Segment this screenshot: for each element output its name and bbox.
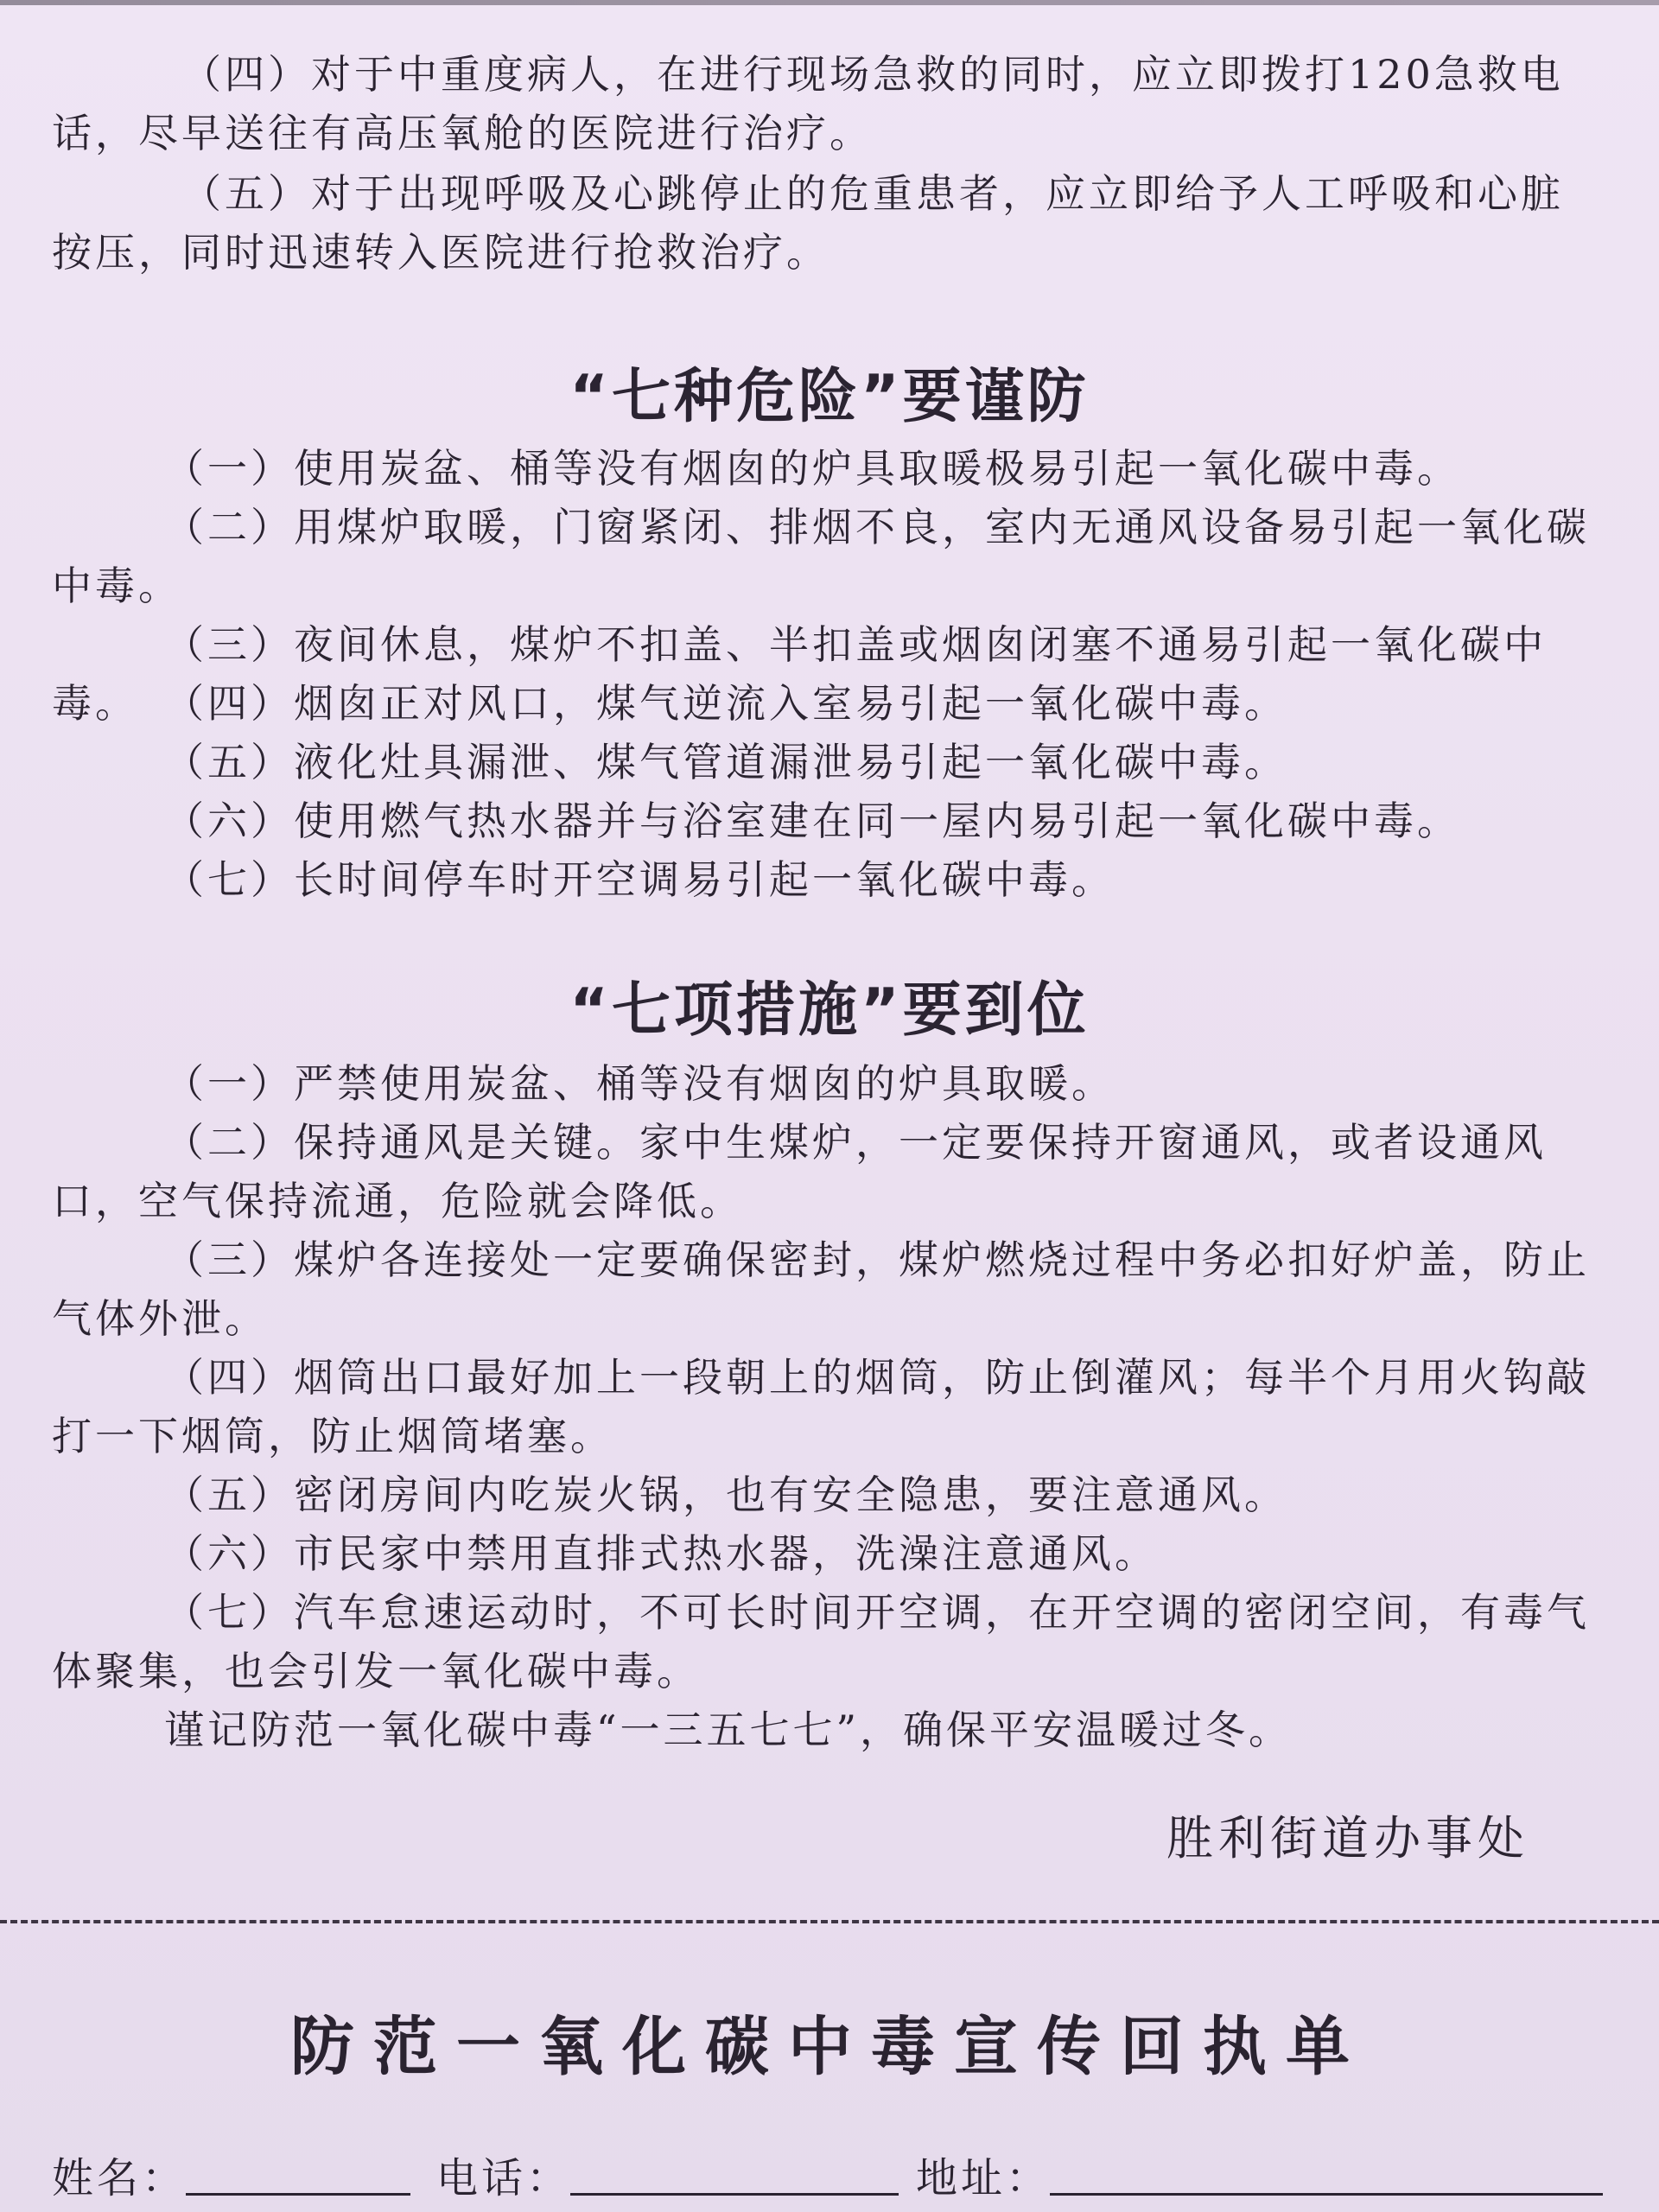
receipt-form-row xyxy=(52,2145,1624,2205)
danger-item-4: （四）烟囱正对风口，煤气逆流入室易引起一氧化碳中毒。 xyxy=(164,680,1287,727)
dangers-heading: “七种危险”要谨防 xyxy=(569,363,1090,431)
name-field[interactable] xyxy=(186,2193,410,2196)
measures-heading: “七项措施”要到位 xyxy=(569,976,1090,1045)
danger-item-5: （五）液化灶具漏泄、煤气管道漏泄易引起一氧化碳中毒。 xyxy=(164,739,1287,785)
danger-item-1: （一）使用炭盆、桶等没有烟囱的炉具取暖极易引起一氧化碳中毒。 xyxy=(164,445,1460,492)
name-label: 姓名： xyxy=(52,2154,188,2202)
measure-item-4: （四）烟筒出口最好加上一段朝上的烟筒，防止倒灌风；每半个月用火钩敲打一下烟筒，防止烟筒堵塞。 xyxy=(52,1354,1590,1459)
first-aid-item-4: （四）对于中重度病人，在进行现场急救的同时，应立即拨打120急救电话，尽早送往有高压氧舱的医院进行治疗。 xyxy=(52,51,1564,156)
receipt-title: 防范一氧化碳中毒宣传回执单 xyxy=(290,2010,1369,2084)
measure-item-7: （七）汽车怠速运动时，不可长时间开空调，在开空调的密闭空间，有毒气体聚集，也会引发一氧化碳中毒。 xyxy=(52,1589,1590,1694)
tear-off-dashed-line xyxy=(0,1920,1659,1923)
address-field[interactable] xyxy=(1050,2193,1603,2196)
phone-field[interactable] xyxy=(570,2193,899,2196)
measure-item-2: （二）保持通风是关键。家中生煤炉，一定要保持开窗通风，或者设通风口，空气保持流通，危险就会降低。 xyxy=(52,1119,1547,1224)
measure-item-3: （三）煤炉各连接处一定要确保密封，煤炉燃烧过程中务必扣好炉盖，防止气体外泄。 xyxy=(52,1236,1590,1342)
page-top-shadow xyxy=(0,0,1659,5)
issuer-signature: 胜利街道办事处 xyxy=(1166,1811,1529,1866)
phone-label: 电话： xyxy=(436,2154,572,2202)
measure-item-5: （五）密闭房间内吃炭火锅，也有安全隐患，要注意通风。 xyxy=(164,1471,1287,1518)
measure-item-1: （一）严禁使用炭盆、桶等没有烟囱的炉具取暖。 xyxy=(164,1060,1115,1107)
measure-item-6: （六）市民家中禁用直排式热水器，洗澡注意通风。 xyxy=(164,1530,1158,1577)
danger-item-3: （三）夜间休息，煤炉不扣盖、半扣盖或烟囱闭塞不通易引起一氧化碳中毒。 xyxy=(52,621,1547,727)
first-aid-item-5: （五）对于出现呼吸及心跳停止的危重患者，应立即给予人工呼吸和心脏按压，同时迅速转入医院进行抢救治疗。 xyxy=(52,170,1564,276)
address-label: 地址： xyxy=(916,2154,1052,2202)
danger-item-6: （六）使用燃气热水器并与浴室建在同一屋内易引起一氧化碳中毒。 xyxy=(164,798,1460,844)
danger-item-2: （二）用煤炉取暖，门窗紧闭、排烟不良，室内无通风设备易引起一氧化碳中毒。 xyxy=(52,504,1590,609)
closing-statement: 谨记防范一氧化碳中毒“一三五七七”，确保平安温暖过冬。 xyxy=(164,1707,1293,1753)
danger-item-7: （七）长时间停车时开空调易引起一氧化碳中毒。 xyxy=(164,856,1115,903)
